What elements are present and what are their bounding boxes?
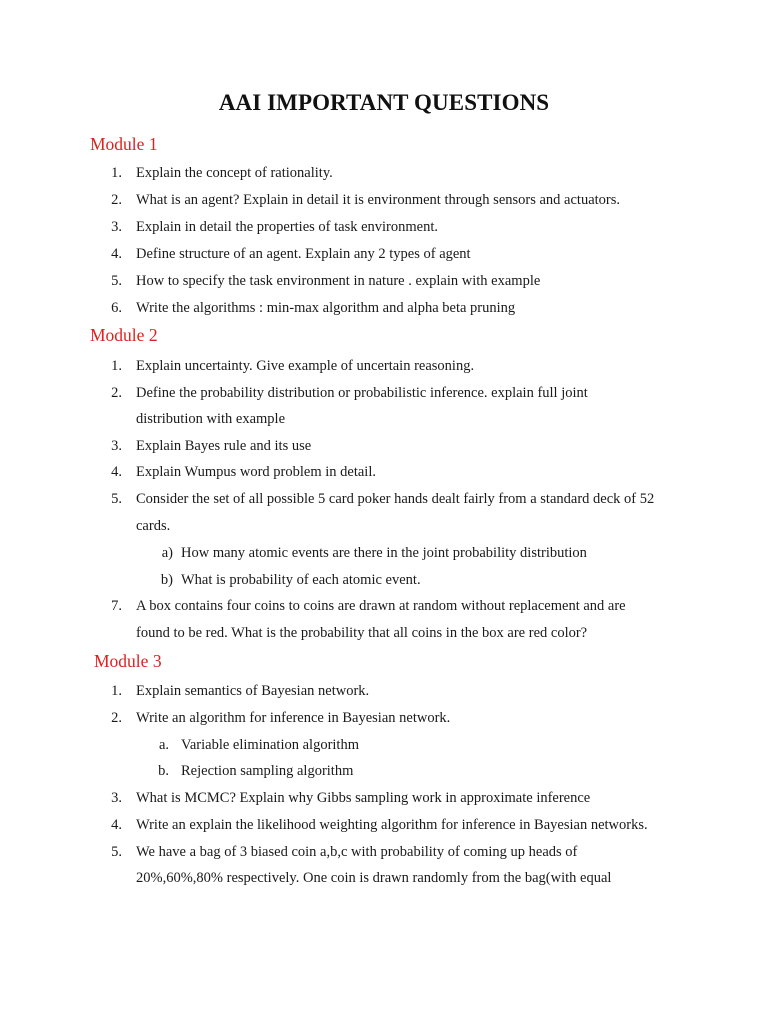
module-3-heading: Module 3	[94, 651, 162, 671]
question-number: 5.	[111, 491, 122, 507]
question-number: 1.	[111, 358, 122, 374]
question-text: Define the probability distribution or probabilistic inference. explain full joint	[136, 385, 588, 401]
question-number: 7.	[111, 598, 122, 614]
question-number: 4.	[111, 817, 122, 833]
sub-question-label: b)	[160, 572, 173, 588]
question-text-continued: cards.	[136, 518, 171, 534]
sub-question-text: Variable elimination algorithm	[181, 737, 359, 753]
question-text: Explain uncertainty. Give example of uncertain reasoning.	[136, 358, 475, 374]
question-text: We have a bag of 3 biased coin a,b,c with probability of coming up heads of	[136, 844, 578, 860]
question-text: Explain in detail the properties of task environment.	[136, 219, 439, 235]
page-title: AAI IMPORTANT QUESTIONS	[218, 90, 550, 115]
question-number: 4.	[111, 246, 122, 262]
sub-question-label: b.	[158, 763, 169, 779]
question-number: 3.	[111, 790, 122, 806]
question-text: Explain Bayes rule and its use	[136, 438, 312, 454]
question-text: How to specify the task environment in nature . explain with example	[136, 273, 541, 289]
question-number: 2.	[111, 710, 122, 726]
sub-question-label: a)	[161, 545, 173, 561]
question-text: Write an explain the likelihood weighting algorithm for inference in Bayesian networks.	[136, 817, 648, 833]
question-text: Write an algorithm for inference in Bayesian network.	[136, 710, 451, 726]
question-number: 5.	[111, 273, 122, 289]
sub-question-text: Rejection sampling algorithm	[181, 763, 354, 779]
question-text: What is MCMC? Explain why Gibbs sampling work in approximate inference	[136, 790, 591, 806]
question-number: 1.	[111, 683, 122, 699]
question-text-continued: distribution with example	[136, 411, 286, 427]
module-1-heading: Module 1	[90, 134, 158, 154]
sub-question-label: a.	[158, 737, 169, 753]
question-text: Explain Wumpus word problem in detail.	[136, 464, 376, 480]
question-text: Explain semantics of Bayesian network.	[136, 683, 370, 699]
question-number: 2.	[111, 385, 122, 401]
question-text: Explain the concept of rationality.	[136, 165, 333, 181]
question-number: 4.	[111, 464, 122, 480]
question-number: 3.	[111, 438, 122, 454]
question-text: Consider the set of all possible 5 card poker hands dealt fairly from a standard deck of 52	[136, 491, 655, 507]
question-text-continued: 20%,60%,80% respectively. One coin is drawn randomly from the bag(with equal	[136, 870, 612, 886]
question-text: Define structure of an agent. Explain any 2 types of agent	[136, 246, 471, 262]
question-number: 5.	[111, 844, 122, 860]
question-number: 3.	[111, 219, 122, 235]
question-number: 6.	[111, 300, 122, 316]
question-text: Write the algorithms : min-max algorithm and alpha beta pruning	[136, 300, 516, 316]
question-number: 1.	[111, 165, 122, 181]
module-2-heading: Module 2	[90, 325, 158, 345]
question-text: What is an agent? Explain in detail it is environment through sensors and actuators.	[136, 192, 621, 208]
question-text-continued: found to be red. What is the probability that all coins in the box are red color?	[136, 625, 588, 641]
sub-question-text: What is probability of each atomic event.	[181, 572, 421, 588]
sub-question-text: How many atomic events are there in the joint probability distribution	[181, 545, 587, 561]
question-text: A box contains four coins to coins are drawn at random without replacement and are	[136, 598, 626, 614]
question-number: 2.	[111, 192, 122, 208]
